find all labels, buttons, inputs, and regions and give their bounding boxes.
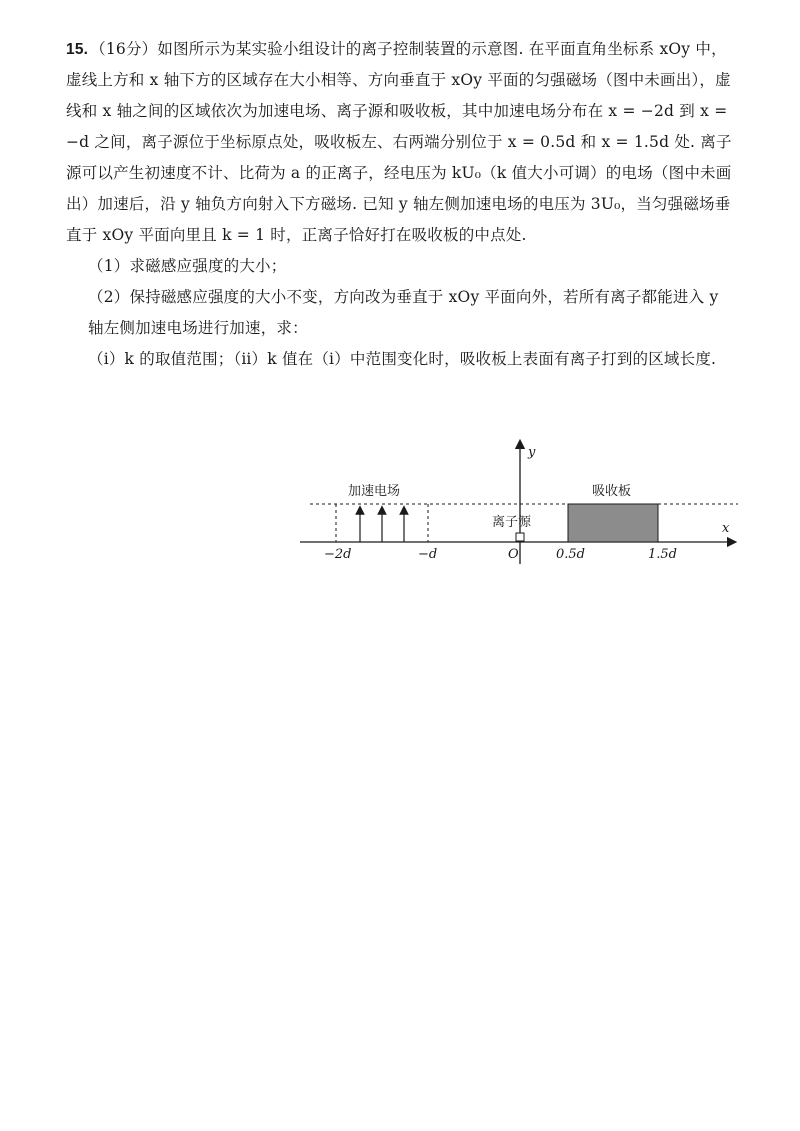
tick-0-5d: 0.5d <box>556 547 585 562</box>
ion-source-label: 离子源 <box>492 515 532 530</box>
absorber-plate-label: 吸收板 <box>592 484 632 499</box>
x-axis-label: x <box>722 521 730 536</box>
problem-15 <box>66 34 738 375</box>
problem-number: 15. <box>66 41 89 58</box>
question-1: （1）求磁感应强度的大小； <box>88 257 287 275</box>
tick-neg-2d: −2d <box>324 547 352 562</box>
ion-source <box>516 533 524 541</box>
problem-main-text: （16分）如图所示为某实验小组设计的离子控制装置的示意图. 在平面直角坐标系 xOy 中，虚线上方和 x 轴下方的区域存在大小相等、方向垂直于 xOy 平面的匀强磁场（图中未画出），虚线和 x 轴之间的区域依次为加速电场、离子源和吸收板，其中加速电场分布在 x = −2d 到 x = −d 之间，离子源位于坐标原点处，吸收板左、右两端分别位于 x = 0.5d 和 x = 1.5d 处. 离子源可以产生初速度不计、比荷为 a 的正离子，经电压为 kU₀（k 值大小可调）的电场（图中未画出）加速后，沿 y 轴负方向射入下方磁场. 已知 y 轴左侧加速电场的电压为 3U₀，当匀强磁场垂直于 xOy 平面向里且 k = 1 时，正离子恰好打在吸收板的中点处. <box>66 40 732 244</box>
question-2: （2）保持磁感应强度的大小不变，方向改为垂直于 xOy 平面向外，若所有离子都能进入 y 轴左侧加速电场进行加速，求： <box>88 288 719 337</box>
device-diagram <box>296 438 746 570</box>
field-label: 加速电场 <box>348 484 401 499</box>
tick-1-5d: 1.5d <box>648 547 677 562</box>
tick-origin: O <box>508 547 519 562</box>
y-axis-label: y <box>528 445 536 460</box>
question-2-subparts: （ⅰ）k 的取值范围；（ⅱ）k 值在（ⅰ）中范围变化时，吸收板上表面有离子打到的区域长度. <box>88 350 717 368</box>
tick-neg-d: −d <box>418 547 438 562</box>
absorber-plate <box>568 504 658 542</box>
problem-statement <box>66 34 738 251</box>
